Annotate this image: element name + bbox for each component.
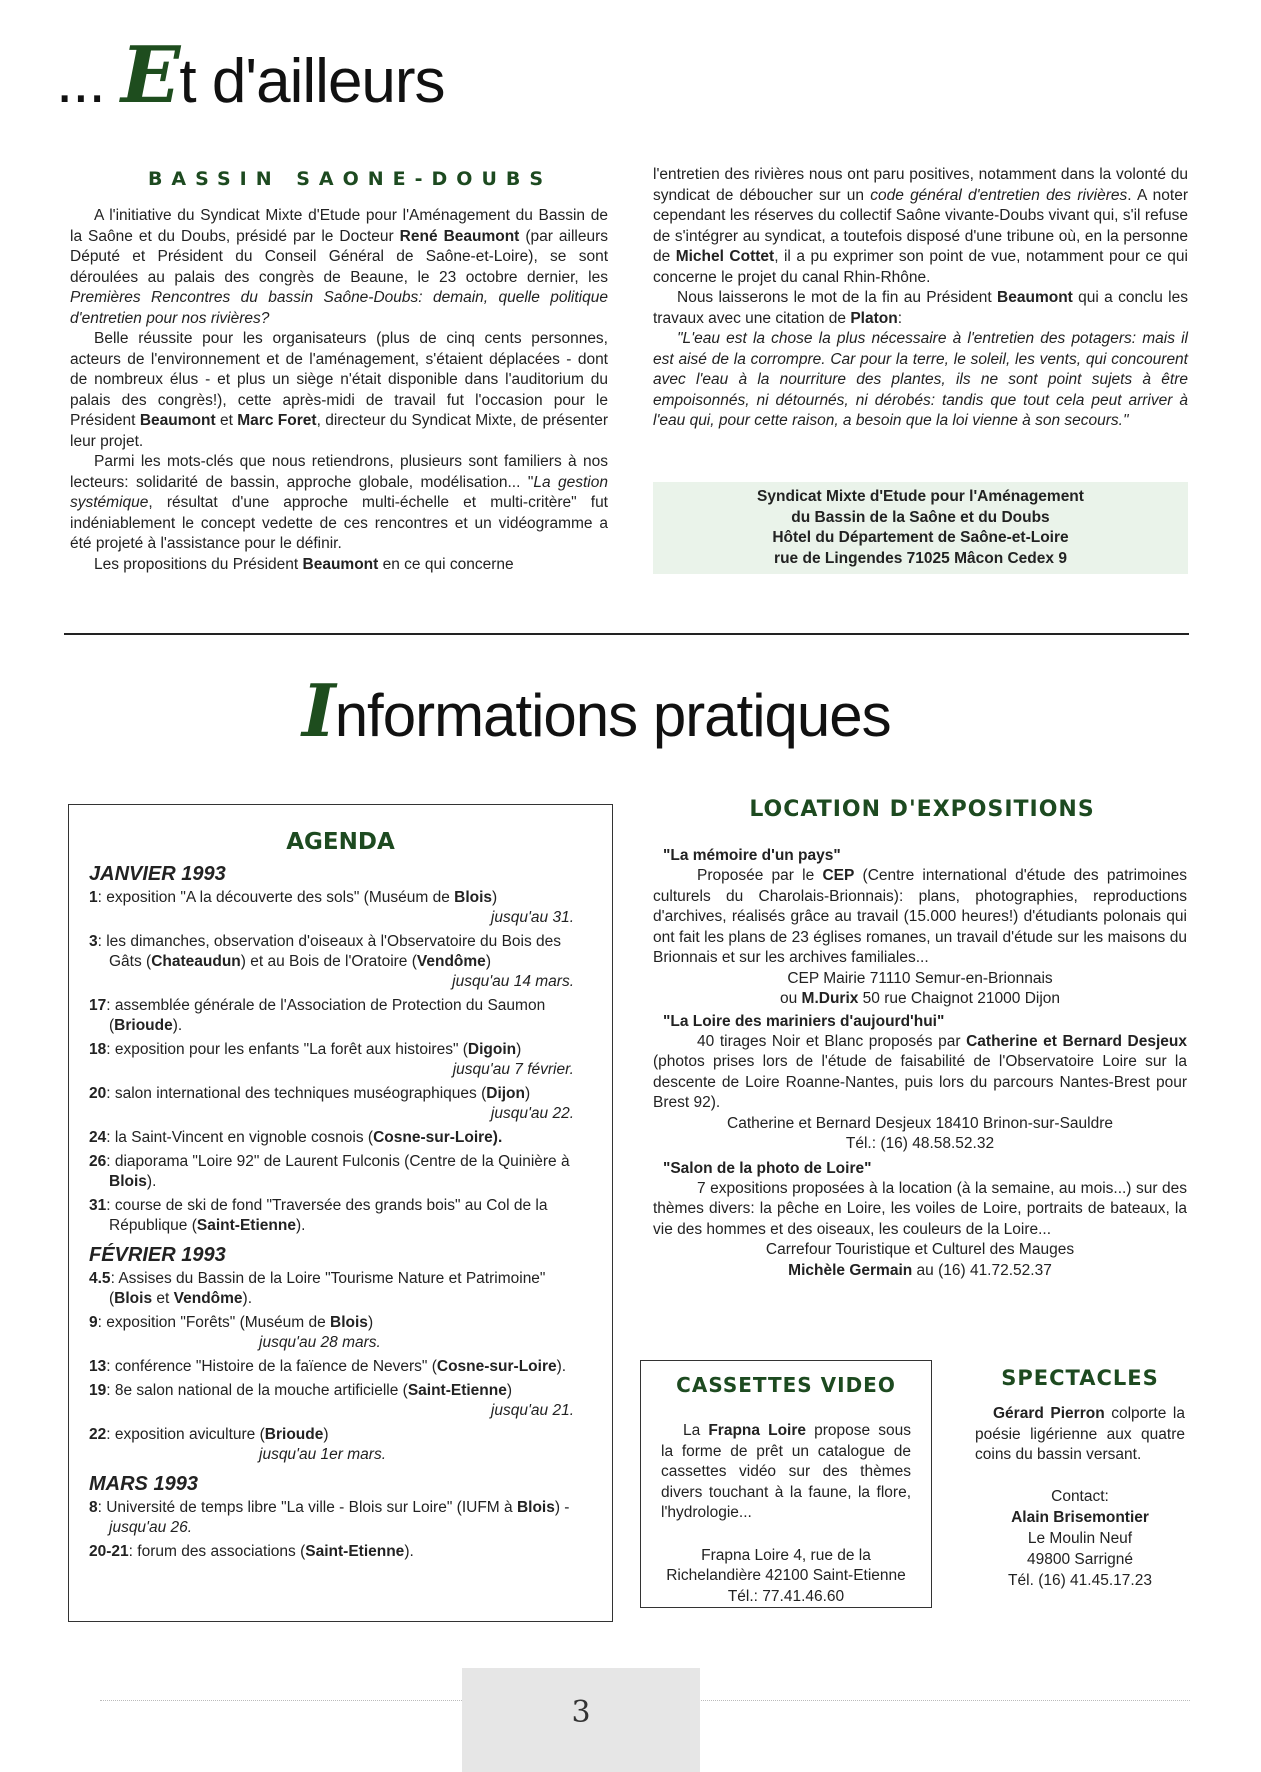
agenda-item-text	[89, 1085, 530, 1102]
text-run: : assemblée générale de l'Association de Protection du Saumon (	[106, 997, 546, 1034]
platon-quote: "L'eau est la chose la plus nécessaire à l'entretien des potagers: mais il est aisé de la corrompre. Car pour la terre, le soleil, les vents, qui concourent avec l'eau à la nourriture des plantes, ils ne sont point sujets à être empoisonnés, ni détournés, ni dérobés: tandis que tout cela peut arriver à l'eau qui, pour cette raison, a besoin que la loi vienne à son secours."	[653, 330, 1188, 429]
text-run: Belle réussite pour les organisateurs (plus de cinq cents personnes, acteurs de l'environnement et de l'aménagement, s'étaient déplacées - dont de nombreux élus - et plus un siège n'était disponible dans l'auditorium du palais des congrès!), cette après-midi de travail fut l'occasion pour le Président	[70, 330, 608, 429]
agenda-item-until: jusqu'au 1er mars.	[259, 1446, 387, 1463]
italic-text: La gestion systémique	[70, 473, 608, 511]
bold-text: Digoin	[467, 1041, 517, 1058]
exhibit-3-text	[653, 1179, 1187, 1241]
agenda-item	[89, 1128, 592, 1148]
bold-text: 24	[89, 1129, 107, 1146]
section-divider	[64, 633, 1189, 635]
exhibit-3-contact	[653, 1261, 1187, 1282]
text-run: propose sous la forme de prêt un catalogue de cassettes vidéo sur des thèmes divers touchant à la faune, la flore, l'hydrologie...	[661, 1422, 911, 1521]
text-run: )	[485, 953, 491, 970]
italic-text: code général d'entretien des rivières	[870, 186, 1128, 204]
contact-name: M.Durix	[801, 990, 859, 1007]
phone: Tél.: 77.41.46.60	[727, 1587, 845, 1605]
address-line: 49800 Sarrigné	[1027, 1550, 1133, 1568]
text-run: (par ailleurs Député et Président du Conseil Général de Saône-et-Loire), se sont déroulées au palais des congrès de Beaune, le 23 octobre dernier, les	[70, 227, 609, 286]
text-run: ).	[556, 1358, 567, 1375]
exhibit-3-description: 7 expositions proposées à la location (à la semaine, au mois...) sur des thèmes divers: la pêche en Loire, les voiles de Loire, portraits de bateaux, la vie des hommes et des oiseaux, les couleurs de la Loire...	[653, 1179, 1187, 1238]
text-run: , résultat d'une approche multi-échelle et multi-critère" fut indéniablement le concept vedette de ces rencontres et un vidéogramme a été projeté à l'assistance pour le définir.	[70, 494, 608, 552]
text-run: Parmi les mots-clés que nous retiendrons, plusieurs sont familiers à nos lecteurs: solidarité de bassin, approche globale, modélisation... "	[70, 453, 608, 491]
text-run: )	[492, 889, 498, 906]
bassin-heading: BASSIN SAONE-DOUBS	[147, 168, 553, 190]
title-rest: t d'ailleurs	[179, 47, 445, 116]
agenda-item	[89, 888, 592, 928]
agenda-item-until: jusqu'au 22.	[490, 1105, 574, 1122]
bold-text: 13	[89, 1358, 107, 1375]
info-title-rest: nformations pratiques	[334, 682, 891, 749]
agenda-item-text	[89, 997, 545, 1034]
contact-phone: au (16) 41.72.52.37	[912, 1261, 1052, 1279]
text-run: 40 tirages Noir et Blanc proposés par	[697, 1032, 967, 1050]
bold-text: Platon	[850, 309, 898, 327]
text-run: ).	[404, 1543, 414, 1560]
address-rest: 50 rue Chaignot 21000 Dijon	[858, 990, 1061, 1007]
bold-text: 1	[89, 889, 98, 906]
exhibit-2-address: Catherine et Bernard Desjeux 18410 Brinon-sur-Sauldre	[727, 1114, 1113, 1132]
bold-text: 22	[89, 1426, 107, 1443]
bold-text: Saint-Etienne	[196, 1217, 296, 1234]
syndicat-address	[653, 482, 1188, 574]
spectacles-text	[975, 1404, 1185, 1466]
text-run: : exposition pour les enfants "La forêt aux histoires" (	[106, 1041, 468, 1058]
text-run: : salon international des techniques muséographiques (	[106, 1085, 487, 1102]
exhibit-1-title: "La mémoire d'un pays"	[663, 847, 841, 864]
agenda-item	[89, 1381, 592, 1421]
agenda-item-until: jusqu'au 28 mars.	[259, 1334, 381, 1351]
agenda-item	[89, 932, 592, 992]
bold-text: Blois	[114, 1290, 153, 1307]
agenda-item	[89, 1152, 592, 1192]
page-number	[462, 1668, 700, 1772]
title-prefix: ...	[56, 47, 105, 116]
text-run: :	[897, 309, 903, 327]
text-run: : exposition aviculture (	[106, 1426, 265, 1443]
bold-text: Cosne-sur-Loire).	[373, 1129, 503, 1146]
spectacles-section	[975, 1366, 1185, 1591]
bold-text: Blois	[454, 889, 493, 906]
bold-text: 18	[89, 1041, 107, 1058]
exhibit-2-phone: Tél.: (16) 48.58.52.32	[845, 1135, 995, 1152]
agenda-box	[68, 804, 613, 1622]
agenda-heading: AGENDA	[286, 829, 395, 855]
exhibit-1-description	[653, 866, 1187, 969]
text-run: : diaporama "Loire 92" de Laurent Fulconis (Centre de la Quinière à	[106, 1153, 570, 1170]
contact-name: Michèle Germain	[788, 1261, 913, 1279]
agenda-item	[89, 1425, 592, 1465]
address-prefix: ou	[779, 990, 802, 1007]
bassin-paragraph-1	[70, 206, 608, 329]
text-run: : les dimanches, observation d'oiseaux à l'Observatoire du Bois des Gâts (	[97, 933, 562, 970]
text-run: : la Saint-Vincent en vignoble cosnois (	[106, 1129, 374, 1146]
exhibit-2-title: "La Loire des mariniers d'aujourd'hui"	[663, 1012, 945, 1030]
bold-text: Saint-Etienne	[407, 1382, 507, 1399]
bold-text: 20-21	[89, 1543, 129, 1560]
bold-text: Beaumont	[302, 555, 379, 573]
agenda-item	[89, 1357, 592, 1377]
agenda-item-text	[89, 1270, 545, 1307]
cassettes-heading: CASSETTES VIDEO	[676, 1373, 896, 1397]
address-line: rue de Lingendes 71025 Mâcon Cedex 9	[774, 549, 1067, 567]
cassettes-box	[640, 1360, 932, 1608]
bold-text: 31	[89, 1197, 107, 1214]
address-line: Frapna Loire 4, rue de la	[701, 1546, 871, 1564]
title-cap: E	[120, 30, 180, 121]
bassin-paragraph-5	[653, 165, 1188, 288]
agenda-item	[89, 1040, 592, 1080]
agenda-item-text	[89, 1314, 373, 1331]
cassettes-description	[661, 1421, 911, 1524]
agenda-item-text	[89, 1153, 570, 1190]
text-run: : Assises du Bassin de la Loire "Tourisme Nature et Patrimoine" (	[109, 1270, 546, 1307]
bold-text: 20	[89, 1085, 107, 1102]
bold-text: Michel Cottet	[675, 248, 775, 265]
text-run: ).	[146, 1173, 157, 1190]
cassettes-text	[661, 1421, 911, 1524]
exhibit-2-description	[653, 1032, 1187, 1114]
bold-text: 3	[89, 933, 98, 950]
agenda-item	[89, 1313, 592, 1353]
agenda-month: JANVIER 1993	[89, 863, 226, 885]
agenda-item-text	[89, 1543, 414, 1560]
agenda-item-text	[89, 1358, 566, 1375]
bold-text: 4.5	[89, 1270, 111, 1287]
bold-text: Brioude	[264, 1426, 324, 1443]
page-title	[56, 30, 445, 130]
bassin-right-column	[653, 165, 1188, 432]
text-run: ) -	[554, 1499, 570, 1516]
agenda-item-until: jusqu'au 14 mars.	[452, 973, 574, 990]
text-run: (photos prises lors de l'étude de faisabilité de l'Observatoire Loire sur la descente de Loire Roanne-Nantes, puis lors du parcours Nantes-Brest pour Brest 92).	[653, 1053, 1187, 1111]
agenda-item-until: jusqu'au 31.	[490, 909, 574, 926]
bassin-paragraph-2	[70, 329, 608, 452]
text-run: : course de ski de fond "Traversée des grands bois" au Col de la République (	[106, 1197, 548, 1234]
info-title	[302, 668, 891, 753]
italic-text: Premières Rencontres du bassin Saône-Doubs: demain, quelle politique d'entretien pour nos rivières?	[70, 289, 608, 327]
agenda-item-text	[89, 1499, 569, 1536]
bassin-left-column	[70, 206, 608, 575]
bold-text: Saint-Etienne	[305, 1543, 405, 1560]
agenda-item-until: jusqu'au 21.	[490, 1402, 574, 1419]
bold-text: Marc Foret	[237, 412, 317, 429]
text-run: La	[683, 1422, 709, 1439]
bold-text: Blois	[109, 1173, 147, 1190]
text-run: )	[506, 1382, 513, 1399]
text-run: )	[323, 1426, 329, 1443]
phone: Tél. (16) 41.45.17.23	[1008, 1571, 1152, 1589]
text-run: en ce qui concerne	[378, 555, 514, 573]
bold-text: Vendôme	[416, 953, 486, 970]
text-run: ) et au Bois de l'Oratoire (	[240, 953, 417, 970]
bassin-paragraph-4	[70, 555, 608, 576]
address-line: Richelandière 42100 Saint-Etienne	[666, 1567, 906, 1584]
bold-text: Chateaudun	[151, 953, 241, 970]
text-run: )	[516, 1041, 522, 1058]
text-run: , il a pu exprimer son point de vue, notamment pour ce qui concerne le projet du canal Rhin-Rhône.	[653, 248, 1188, 286]
contact-label: Contact:	[1051, 1487, 1109, 1505]
bold-text: Catherine et Bernard Desjeux	[966, 1032, 1188, 1050]
address-line: Hôtel du Département de Saône-et-Loire	[772, 529, 1069, 546]
text-run: ).	[242, 1290, 253, 1307]
text-run: Proposée par le	[697, 867, 823, 884]
bold-text: Vendôme	[173, 1290, 243, 1307]
text-run: : forum des associations (	[128, 1543, 306, 1560]
exhibit-2-text	[653, 1032, 1187, 1114]
bold-text: René Beaumont	[399, 227, 520, 245]
bold-text: Cosne-sur-Loire	[436, 1358, 557, 1375]
text-run: )	[525, 1085, 531, 1102]
exhibit-3-title: "Salon de la photo de Loire"	[663, 1159, 872, 1177]
bold-text: Beaumont	[997, 289, 1073, 306]
text-run: et	[152, 1290, 174, 1307]
bassin-paragraph-6	[653, 288, 1188, 329]
text-run: ).	[172, 1017, 183, 1034]
agenda-item	[89, 1498, 592, 1538]
exhibit-3-address: Carrefour Touristique et Culturel des Mauges	[765, 1241, 1075, 1258]
address-line: Syndicat Mixte d'Etude pour l'Aménagement	[757, 488, 1084, 505]
text-run: : Université de temps libre "La ville - Blois sur Loire" (IUFM à	[97, 1499, 517, 1516]
italic-text: jusqu'au 26.	[109, 1519, 193, 1536]
page-number-text: 3	[571, 1695, 591, 1730]
agenda-item-text	[89, 1426, 329, 1443]
bold-text: 9	[89, 1314, 98, 1331]
contact-name: Alain Brisemontier	[1011, 1508, 1149, 1526]
agenda-item	[89, 996, 592, 1036]
agenda-item-text	[89, 1041, 521, 1058]
bold-text: Frapna Loire	[708, 1422, 807, 1439]
exhibit-1-address: CEP Mairie 71110 Semur-en-Brionnais	[787, 969, 1053, 987]
text-run: , directeur du Syndicat Mixte, de présenter leur projet.	[70, 412, 609, 450]
bassin-paragraph-3	[70, 452, 608, 555]
agenda-item-until: jusqu'au 7 février.	[452, 1061, 574, 1078]
bold-text: 17	[89, 997, 107, 1014]
text-run: qui a conclu les travaux avec une citation de	[653, 289, 1188, 327]
bold-text: 8	[89, 1499, 98, 1516]
info-title-cap: I	[302, 668, 335, 753]
exhibit-1-address-2	[653, 989, 1187, 1010]
agenda-item-text	[89, 1129, 502, 1146]
text-run: l'entretien des rivières nous ont paru positives, notamment dans la volonté du syndicat de déboucher sur un	[653, 166, 1188, 204]
text-run: : exposition "Forêts" (Muséum de	[97, 1314, 331, 1331]
agenda-item-text	[89, 889, 497, 906]
agenda-item	[89, 1196, 592, 1236]
bold-text: Dijon	[486, 1085, 525, 1102]
bold-text: 26	[89, 1153, 107, 1170]
agenda-item	[89, 1084, 592, 1124]
bold-text: Blois	[330, 1314, 368, 1331]
text-run: : 8e salon national de la mouche artificielle (	[106, 1382, 408, 1399]
text-run: (Centre international d'étude des patrimoines culturels du Charolais-Brionnais): plans, photographies, reproductions d'archives, réalisés grâce au travail (15.000 heures!) d'étudiants polonais qui ont fait les plans de 23 églises romanes, un travail d'étude sur les maisons du Brionnais et sur les archives familiales...	[653, 867, 1187, 966]
cassettes-address	[661, 1546, 911, 1608]
address-line: du Bassin de la Saône et du Doubs	[791, 508, 1050, 526]
text-run: )	[367, 1314, 374, 1331]
bold-text: Brioude	[114, 1017, 173, 1034]
text-run: Les propositions du Président	[94, 555, 303, 573]
text-run: A l'initiative du Syndicat Mixte d'Etude pour l'Aménagement du Bassin de la Saône et du Doubs, présidé par le Docteur	[70, 207, 608, 245]
text-run: : exposition "A la découverte des sols" (Muséum de	[97, 889, 455, 906]
agenda-item-text	[89, 1382, 512, 1399]
text-run: . A noter cependant les réserves du collectif Saône vivante-Doubs vivant qui, s'il refuse de s'intégrer au syndicat, a toutefois disposé d'une tribune où, en la personne de	[653, 186, 1188, 265]
spectacles-heading: SPECTACLES	[1001, 1366, 1159, 1390]
exhibit-1-text	[653, 866, 1187, 969]
bold-text: CEP	[822, 867, 855, 884]
agenda-item	[89, 1269, 592, 1309]
text-run: colporte la poésie ligérienne aux quatre coins du bassin versant.	[975, 1405, 1185, 1463]
location-section	[653, 846, 1187, 1281]
agenda-item-text	[89, 933, 561, 970]
agenda-item	[89, 1542, 592, 1562]
bold-text: Blois	[516, 1499, 555, 1516]
address-line: Le Moulin Neuf	[1027, 1529, 1133, 1547]
agenda-month: FÉVRIER 1993	[89, 1244, 226, 1266]
agenda-item-text	[89, 1197, 547, 1234]
agenda-months	[89, 863, 592, 1562]
agenda-month: MARS 1993	[89, 1473, 198, 1495]
spectacles-description	[975, 1404, 1185, 1466]
bold-text: Gérard Pierron	[993, 1405, 1105, 1422]
spectacles-contact	[975, 1486, 1185, 1591]
text-run: ).	[295, 1217, 306, 1234]
text-run: et	[215, 412, 238, 429]
text-run: Nous laisserons le mot de la fin au Président	[677, 289, 998, 306]
text-run: : conférence "Histoire de la faïence de Nevers" (	[106, 1358, 437, 1375]
bold-text: Beaumont	[139, 412, 216, 429]
location-heading: LOCATION D'EXPOSITIONS	[749, 797, 1095, 822]
bold-text: 19	[89, 1382, 107, 1399]
